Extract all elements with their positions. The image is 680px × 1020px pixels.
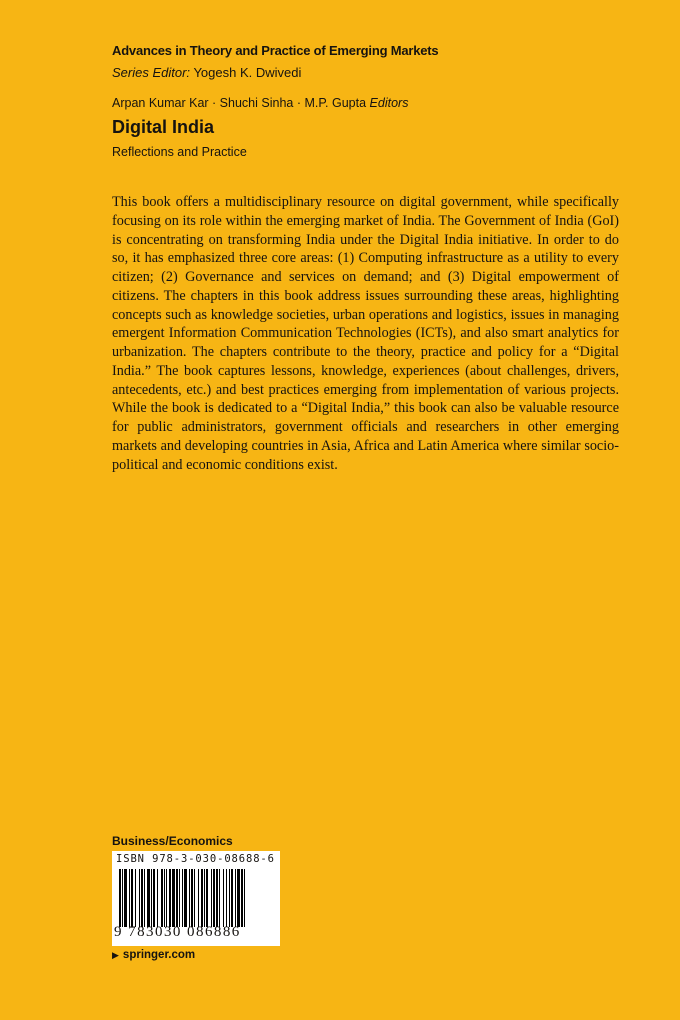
barcode-bars bbox=[119, 869, 275, 927]
editors-names: Arpan Kumar Kar · Shuchi Sinha · M.P. Gupta bbox=[112, 96, 367, 110]
book-editors bbox=[112, 96, 408, 110]
series-editor-name: Yogesh K. Dwivedi bbox=[193, 65, 302, 80]
isbn-label: ISBN 978-3-030-08688-6 bbox=[116, 853, 275, 865]
triangle-right-icon: ▶ bbox=[112, 949, 119, 960]
series-title: Advances in Theory and Practice of Emerging Markets bbox=[112, 43, 439, 58]
editors-role: Editors bbox=[369, 96, 409, 110]
series-editor-label: Series Editor: bbox=[112, 65, 191, 80]
publisher-link[interactable] bbox=[112, 949, 195, 961]
isbn-barcode bbox=[112, 851, 280, 946]
subject-category: Business/Economics bbox=[112, 834, 233, 848]
publisher-url: springer.com bbox=[122, 949, 196, 961]
series-editor bbox=[112, 65, 301, 80]
book-title: Digital India bbox=[112, 117, 215, 137]
barcode-number: 9 783030 086886 bbox=[114, 924, 241, 940]
book-subtitle: Reflections and Practice bbox=[112, 145, 247, 159]
book-description: This book offers a multidisciplinary resource on digital government, while specifically focusing on its role within the emerging market of India. The Government of India (GoI) is concentrating on transforming India under the Digital India initiative. In order to do so, it has emphasized three core areas: (1) Computing infrastructure as a utility to every citizen; (2) Governance and services on demand; and (3) Digital empowerment of citizens. The chapters in this book address issues surrounding these areas, highlighting concepts such as knowledge societies, urban operations and logistics, issues in managing emergent Information Communication Technologies (ICTs), and also smart analytics for urbanization. The chapters contribute to the theory, practice and policy for a “Digital India.” The book captures lessons, knowledge, experiences (about challenges, drivers, antecedents, etc.) and best practices emerging from implementation of various projects. While the book is dedicated to a “Digital India,” this book can also be valuable resource for public administrators, government officials and researchers in other emerging markets and developing countries in Asia, Africa and Latin America where similar socio-political and economic conditions exist. bbox=[112, 194, 619, 473]
